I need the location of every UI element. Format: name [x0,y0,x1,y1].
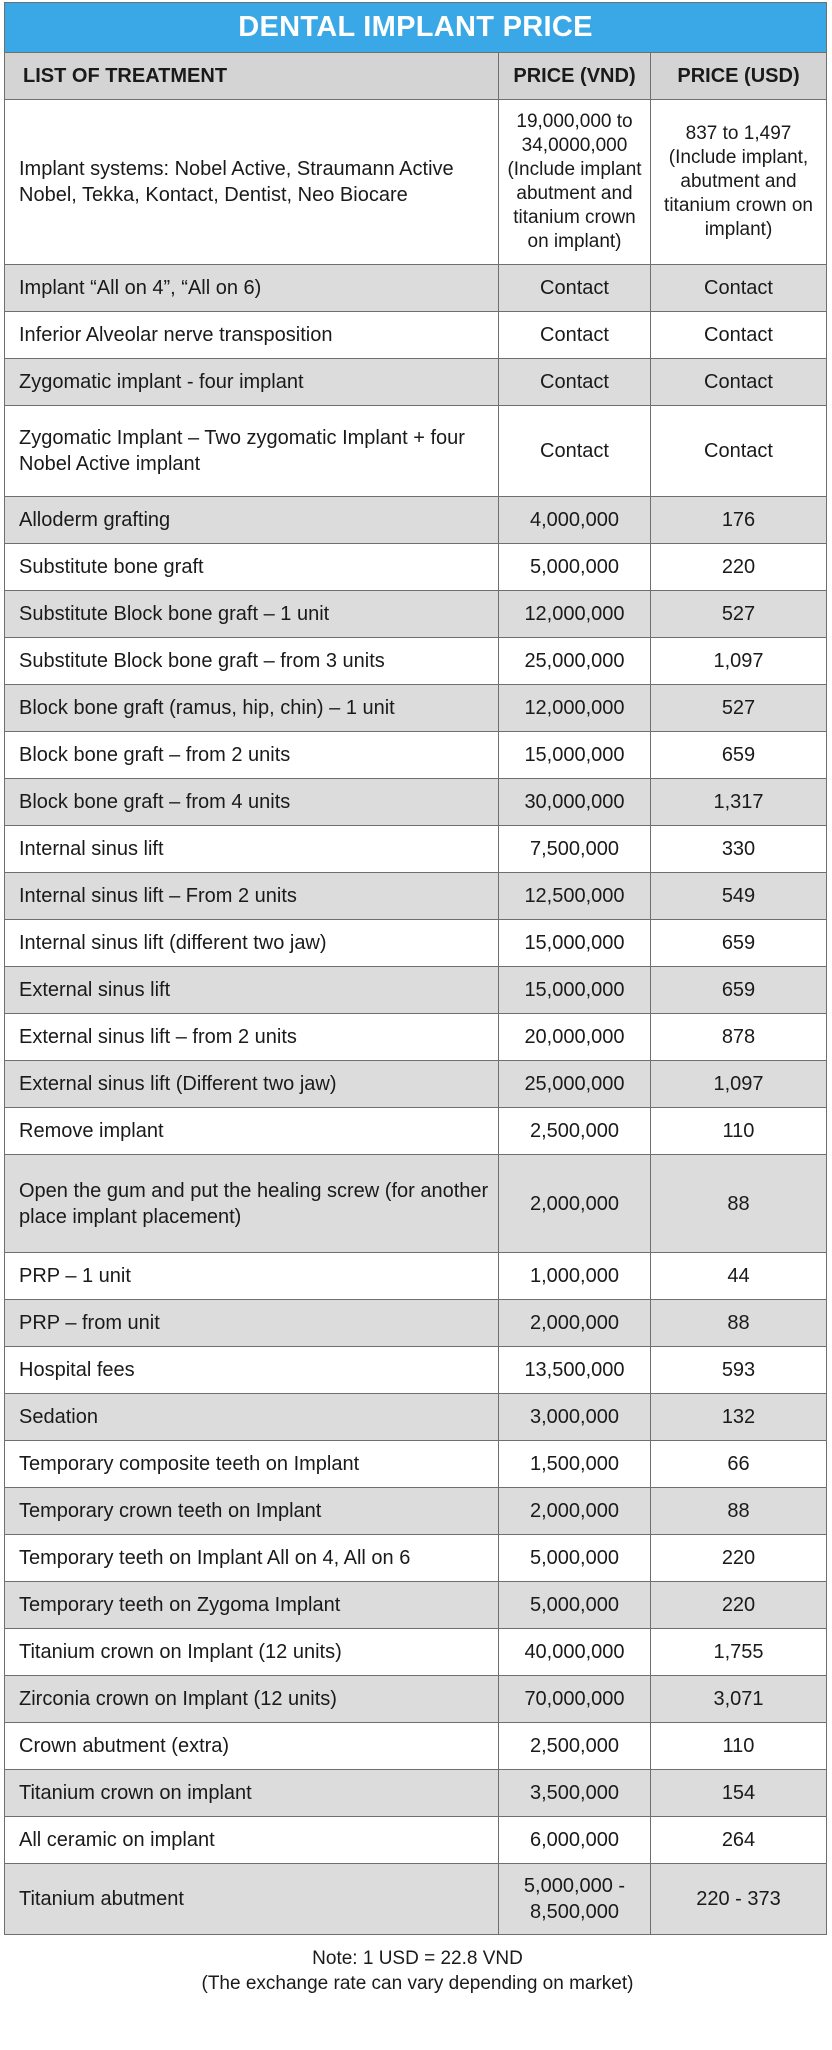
treatment-cell: Internal sinus lift – From 2 units [5,873,499,920]
price-rows [5,100,827,1935]
price-vnd-cell: 7,500,000 [499,826,651,873]
price-usd-cell: 88 [651,1488,827,1535]
treatment-cell: Zygomatic implant - four implant [5,359,499,406]
price-vnd-cell: 2,500,000 [499,1723,651,1770]
price-vnd-cell: 3,000,000 [499,1394,651,1441]
note-line-1: Note: 1 USD = 22.8 VND [312,1948,523,1969]
price-vnd-cell: Contact [499,312,651,359]
price-usd-cell: 66 [651,1441,827,1488]
treatment-cell: Internal sinus lift (different two jaw) [5,920,499,967]
price-vnd-cell: 2,500,000 [499,1108,651,1155]
price-vnd-cell: 3,500,000 [499,1770,651,1817]
treatment-cell: Titanium crown on Implant (12 units) [5,1629,499,1676]
table-row [5,967,827,1014]
treatment-cell: All ceramic on implant [5,1817,499,1864]
treatment-cell: Zygomatic Implant – Two zygomatic Implant + four Nobel Active implant [5,406,499,497]
table-row [5,100,827,265]
table-row [5,638,827,685]
table-row [5,1864,827,1935]
price-usd-cell: 3,071 [651,1676,827,1723]
treatment-cell: Substitute Block bone graft – from 3 units [5,638,499,685]
table-row [5,312,827,359]
treatment-cell: Zirconia crown on Implant (12 units) [5,1676,499,1723]
price-usd-cell: 264 [651,1817,827,1864]
price-vnd-cell: 2,000,000 [499,1488,651,1535]
table-row [5,1347,827,1394]
treatment-cell: Open the gum and put the healing screw (for another place implant placement) [5,1155,499,1253]
table-row [5,497,827,544]
price-usd-cell: 878 [651,1014,827,1061]
treatment-cell: Inferior Alveolar nerve transposition [5,312,499,359]
price-usd-cell: 1,097 [651,1061,827,1108]
price-usd-cell: 44 [651,1253,827,1300]
table-row [5,591,827,638]
price-vnd-cell: 6,000,000 [499,1817,651,1864]
table-row [5,1394,827,1441]
price-vnd-cell: 40,000,000 [499,1629,651,1676]
treatment-cell: Alloderm grafting [5,497,499,544]
price-usd-cell: 837 to 1,497 (Include implant, abutment and titanium crown on implant) [651,100,827,265]
treatment-cell: Titanium abutment [5,1864,499,1935]
price-usd-cell: 593 [651,1347,827,1394]
treatment-cell: Internal sinus lift [5,826,499,873]
treatment-cell: Temporary teeth on Implant All on 4, All on 6 [5,1535,499,1582]
treatment-cell: Substitute bone graft [5,544,499,591]
price-vnd-cell: 5,000,000 [499,1535,651,1582]
price-usd-cell: Contact [651,265,827,312]
table-row [5,732,827,779]
price-usd-cell: 549 [651,873,827,920]
price-usd-cell: 527 [651,591,827,638]
price-usd-cell: 1,097 [651,638,827,685]
title-row [5,3,827,53]
price-vnd-cell: 25,000,000 [499,1061,651,1108]
table-row [5,685,827,732]
table-row [5,1108,827,1155]
header-row [5,53,827,100]
treatment-cell: Temporary teeth on Zygoma Implant [5,1582,499,1629]
treatment-cell: External sinus lift – from 2 units [5,1014,499,1061]
treatment-cell: Block bone graft – from 4 units [5,779,499,826]
treatment-cell: Substitute Block bone graft – 1 unit [5,591,499,638]
price-vnd-cell: Contact [499,406,651,497]
table-row [5,779,827,826]
treatment-cell: Implant “All on 4”, “All on 6) [5,265,499,312]
price-vnd-cell: 12,500,000 [499,873,651,920]
price-usd-cell: 110 [651,1108,827,1155]
treatment-cell: Implant systems: Nobel Active, Straumann Active Nobel, Tekka, Kontact, Dentist, Neo Biocare [5,100,499,265]
table-row [5,406,827,497]
price-vnd-cell: 15,000,000 [499,732,651,779]
price-vnd-cell: 1,000,000 [499,1253,651,1300]
price-vnd-cell: Contact [499,265,651,312]
treatment-cell: Remove implant [5,1108,499,1155]
price-vnd-cell: 2,000,000 [499,1155,651,1253]
price-usd-cell: 659 [651,920,827,967]
price-vnd-cell: 30,000,000 [499,779,651,826]
price-vnd-cell: 5,000,000 [499,1582,651,1629]
table-row [5,1817,827,1864]
price-vnd-cell: 5,000,000 - 8,500,000 [499,1864,651,1935]
price-table [4,2,827,1935]
price-usd-cell: 220 [651,1535,827,1582]
price-usd-cell: 1,317 [651,779,827,826]
page-title: DENTAL IMPLANT PRICE [5,3,827,53]
price-usd-cell: 527 [651,685,827,732]
table-row [5,359,827,406]
treatment-cell: External sinus lift (Different two jaw) [5,1061,499,1108]
exchange-rate-note [4,1946,831,1996]
table-row [5,873,827,920]
treatment-column-header: LIST OF TREATMENT [5,53,499,100]
table-row [5,1300,827,1347]
price-vnd-cell: 15,000,000 [499,920,651,967]
price-vnd-cell: 15,000,000 [499,967,651,1014]
price-vnd-cell: 12,000,000 [499,685,651,732]
table-row [5,265,827,312]
price-usd-cell: 659 [651,732,827,779]
table-row [5,1061,827,1108]
treatment-cell: Titanium crown on implant [5,1770,499,1817]
price-usd-cell: 132 [651,1394,827,1441]
price-vnd-cell: 25,000,000 [499,638,651,685]
note-line-2: (The exchange rate can vary depending on market) [201,1973,634,1994]
price-vnd-cell: Contact [499,359,651,406]
treatment-cell: PRP – from unit [5,1300,499,1347]
treatment-cell: Temporary crown teeth on Implant [5,1488,499,1535]
price-vnd-cell: 4,000,000 [499,497,651,544]
price-vnd-cell: 1,500,000 [499,1441,651,1488]
table-row [5,1676,827,1723]
table-row [5,1441,827,1488]
price-usd-cell: Contact [651,312,827,359]
price-usd-cell: Contact [651,359,827,406]
price-usd-cell: 176 [651,497,827,544]
price-vnd-cell: 13,500,000 [499,1347,651,1394]
table-row [5,1582,827,1629]
vnd-column-header: PRICE (VND) [499,53,651,100]
treatment-cell: Block bone graft (ramus, hip, chin) – 1 unit [5,685,499,732]
table-row [5,1535,827,1582]
treatment-cell: Hospital fees [5,1347,499,1394]
price-vnd-cell: 70,000,000 [499,1676,651,1723]
price-sheet [4,2,831,1996]
price-usd-cell: 88 [651,1300,827,1347]
price-vnd-cell: 20,000,000 [499,1014,651,1061]
table-row [5,1723,827,1770]
price-usd-cell: 659 [651,967,827,1014]
treatment-cell: Temporary composite teeth on Implant [5,1441,499,1488]
treatment-cell: External sinus lift [5,967,499,1014]
table-row [5,1629,827,1676]
price-vnd-cell: 19,000,000 to 34,0000,000 (Include implant abutment and titanium crown on implant) [499,100,651,265]
price-usd-cell: 220 [651,1582,827,1629]
table-row [5,1253,827,1300]
table-row [5,544,827,591]
price-usd-cell: Contact [651,406,827,497]
treatment-cell: PRP – 1 unit [5,1253,499,1300]
price-usd-cell: 88 [651,1155,827,1253]
price-usd-cell: 154 [651,1770,827,1817]
price-usd-cell: 330 [651,826,827,873]
table-row [5,826,827,873]
price-vnd-cell: 5,000,000 [499,544,651,591]
table-row [5,1770,827,1817]
price-usd-cell: 110 [651,1723,827,1770]
treatment-cell: Block bone graft – from 2 units [5,732,499,779]
usd-column-header: PRICE (USD) [651,53,827,100]
table-row [5,1014,827,1061]
table-row [5,920,827,967]
treatment-cell: Sedation [5,1394,499,1441]
price-vnd-cell: 12,000,000 [499,591,651,638]
table-row [5,1488,827,1535]
price-usd-cell: 220 - 373 [651,1864,827,1935]
price-usd-cell: 1,755 [651,1629,827,1676]
treatment-cell: Crown abutment (extra) [5,1723,499,1770]
price-vnd-cell: 2,000,000 [499,1300,651,1347]
price-usd-cell: 220 [651,544,827,591]
table-row [5,1155,827,1253]
